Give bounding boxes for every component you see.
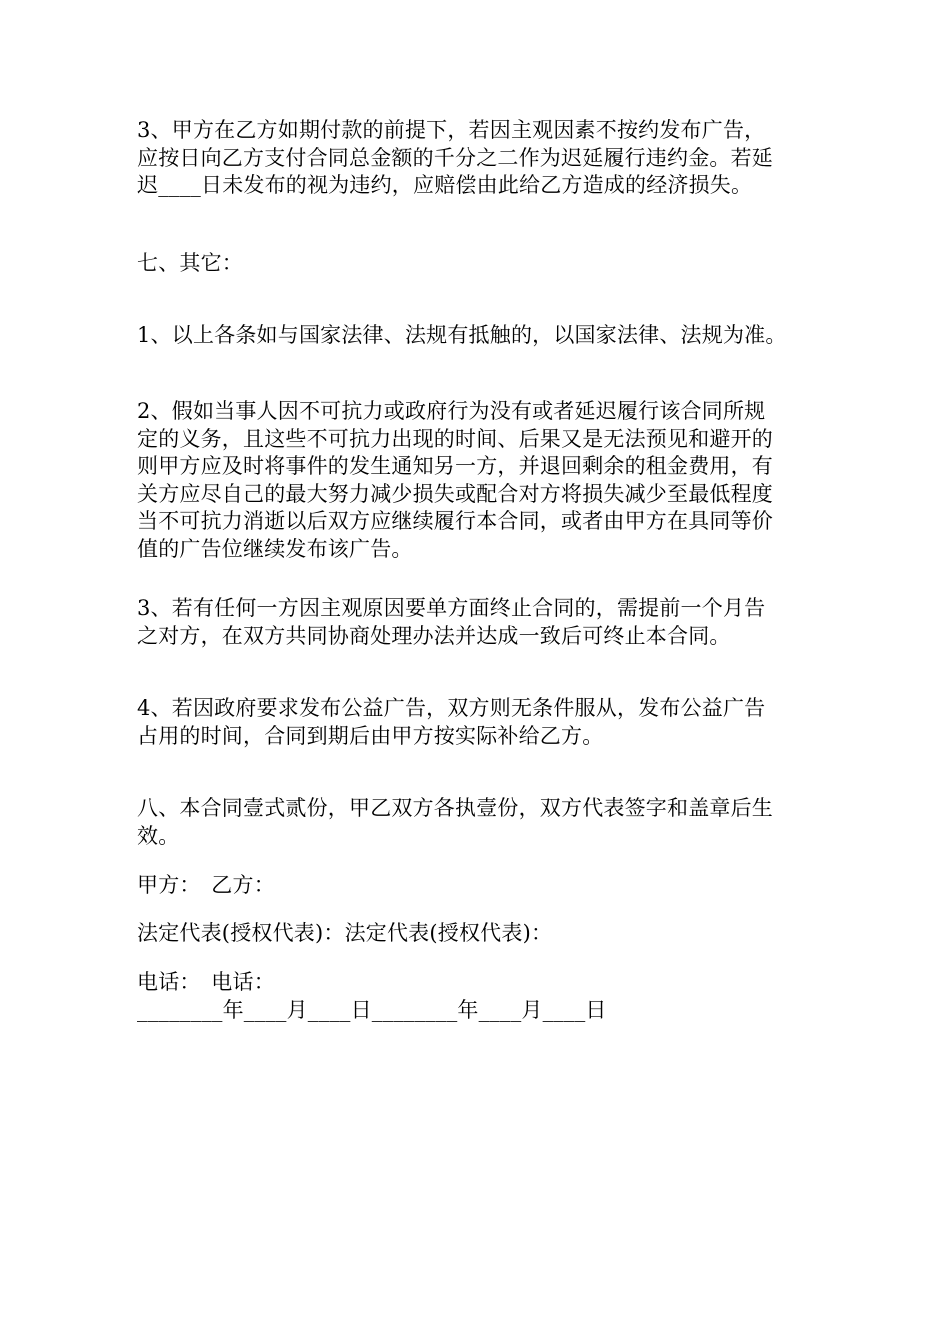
section-8-paragraph (137, 795, 827, 850)
section-heading: 七、其它： (137, 251, 243, 275)
clause-6-3-paragraph (137, 117, 827, 200)
text-line: 效。 (137, 823, 180, 848)
clause-7-2-paragraph (137, 398, 827, 563)
phones-dates-block (137, 969, 827, 1024)
text-line: 占用的时间，合同到期后由甲方按实际补给乙方。 (137, 723, 604, 748)
signature-phones: 电话： 电话： (137, 970, 275, 994)
clause-7-1-paragraph (137, 322, 827, 350)
text-line: 迟____日未发布的视为违约，应赔偿由此给乙方造成的经济损失。 (137, 173, 753, 197)
text-line: 当不可抗力消逝以后双方应继续履行本合同，或者由甲方在具同等价 (137, 509, 773, 533)
representatives-line (137, 920, 827, 948)
text-line: 则甲方应及时将事件的发生通知另一方，并退回剩余的租金费用，有 (137, 454, 773, 478)
text-line: 2、假如当事人因不可抗力或政府行为没有或者延迟履行该合同所规 (137, 399, 766, 423)
text-line: 之对方，在双方共同协商处理办法并达成一致后可终止本合同。 (137, 623, 731, 648)
clause-7-4-paragraph (137, 695, 827, 750)
text-line: 3、甲方在乙方如期付款的前提下，若因主观因素不按约发布广告， (137, 118, 766, 142)
parties-line (137, 872, 827, 900)
text-line: 八、本合同壹式贰份，甲乙双方各执壹份，双方代表签字和盖章后生 (137, 796, 773, 820)
signature-representatives: 法定代表(授权代表)：法定代表(授权代表)： (137, 921, 553, 945)
text-line: 应按日向乙方支付合同总金额的千分之二作为迟延履行违约金。若延 (137, 145, 773, 170)
section-7-heading (137, 250, 827, 278)
text-line: 值的广告位继续发布该广告。 (137, 536, 413, 561)
text-line: 关方应尽自己的最大努力减少损失或配合对方将损失减少至最低程度 (137, 481, 773, 506)
clause-7-3-paragraph (137, 595, 827, 650)
text-line: 定的义务，且这些不可抗力出现的时间、后果又是无法预见和避开的 (137, 426, 773, 451)
text-line: 3、若有任何一方因主观原因要单方面终止合同的，需提前一个月告 (137, 596, 766, 620)
text-line: 4、若因政府要求发布公益广告，双方则无条件服从，发布公益广告 (137, 696, 766, 720)
signature-dates: ________年____月____日________年____月____日 (137, 997, 607, 1022)
text-line: 1、以上各条如与国家法律、法规有抵触的，以国家法律、法规为准。 (137, 323, 787, 347)
signature-parties: 甲方： 乙方： (137, 873, 275, 897)
